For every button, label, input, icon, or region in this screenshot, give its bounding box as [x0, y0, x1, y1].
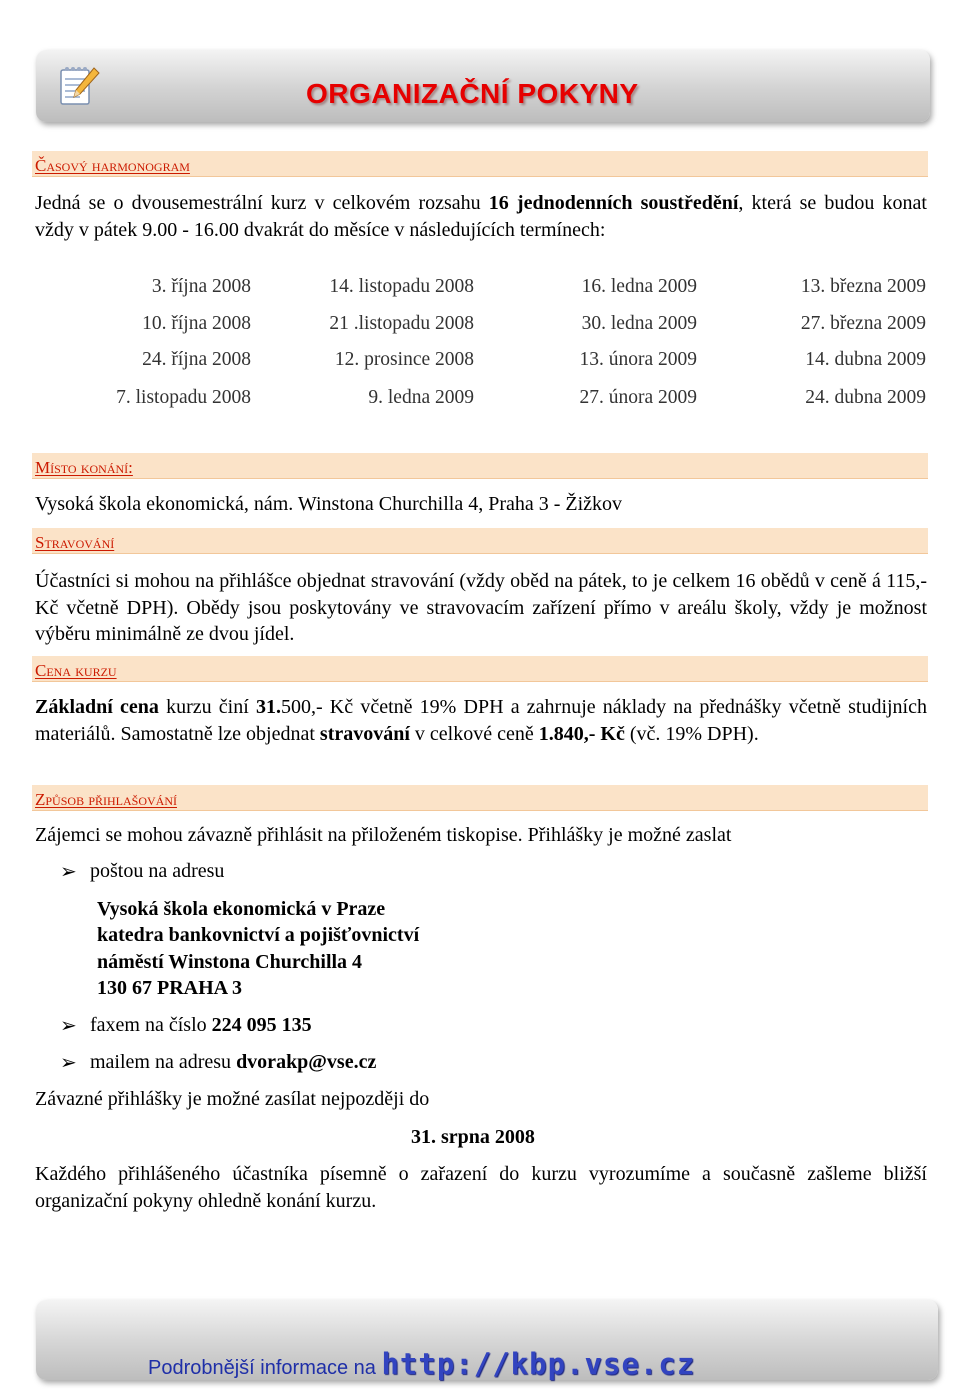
address-line: 130 67 PRAHA 3 [97, 977, 242, 999]
venue-text: Vysoká škola ekonomická, nám. Winstona Churchilla 4, Praha 3 - Žižkov [35, 493, 623, 515]
schedule-date: 27. února 2009 [579, 387, 697, 408]
section-title: Cena kurzu [35, 661, 117, 680]
section-header-cena [32, 656, 928, 682]
section-header-stravovani [32, 528, 928, 554]
email-link[interactable]: dvorakp@vse.cz [236, 1051, 377, 1073]
bullet-arrow-icon: ➢ [60, 1050, 77, 1074]
schedule-date: 3. října 2008 [151, 276, 251, 297]
schedule-date: 30. ledna 2009 [581, 313, 697, 334]
schedule-date: 21 .listopadu 2008 [329, 313, 474, 334]
address-line: Vysoká škola ekonomická v Praze [97, 898, 386, 920]
schedule-date: 14. dubna 2009 [805, 349, 926, 370]
registration-intro: Zájemci se mohou závazně přihlásit na přiloženém tiskopise. Přihlášky je možné zaslat [35, 824, 732, 846]
bullet-mail: mailem na adresu dvorakp@vse.cz [90, 1051, 377, 1073]
footer-text: Podrobnější informace na http://kbp.vse.cz [148, 1347, 696, 1381]
bullet-arrow-icon: ➢ [60, 859, 77, 883]
section-title: Časový harmonogram [35, 156, 190, 175]
schedule-date: 7. listopadu 2008 [116, 387, 251, 408]
fax-number: 224 095 135 [211, 1014, 312, 1036]
schedule-date: 10. října 2008 [142, 313, 251, 334]
schedule-date: 24. října 2008 [142, 349, 251, 370]
schedule-date: 24. dubna 2009 [805, 387, 926, 408]
bullet-arrow-icon: ➢ [60, 1013, 77, 1037]
section-header-misto [32, 453, 928, 479]
schedule-date: 16. ledna 2009 [581, 276, 697, 297]
section-header-prihlasovani [32, 785, 928, 811]
price-text: Základní cena kurzu činí 31.500,- Kč včetně 19% DPH a zahrnuje náklady na přednášky včetně studijních materiálů. Samostatně lze objednat stravování v celkové ceně 1.840,- Kč (vč. 19% DPH). [35, 696, 927, 745]
page-title: ORGANIZAČNÍ POKYNY [306, 78, 639, 109]
section-header-harmonogram [32, 151, 928, 177]
harmonogram-intro: Jedná se o dvousemestrální kurz v celkovém rozsahu 16 jednodenních soustředění, která se budou konat vždy v pátek 9.00 - 16.00 dvakrát do měsíce v následujících termínech: [35, 192, 927, 241]
bullet-fax: faxem na číslo 224 095 135 [90, 1014, 312, 1036]
header-banner [36, 50, 930, 122]
schedule-date: 12. prosince 2008 [334, 349, 474, 370]
section-title: Způsob přihlašování [35, 790, 177, 809]
notepad-pencil-icon [58, 64, 100, 108]
schedule-date: 13. února 2009 [579, 349, 697, 370]
bullet-post: poštou na adresu [90, 860, 225, 882]
footer-banner [36, 1300, 938, 1380]
schedule-date: 27. března 2009 [800, 313, 926, 334]
deadline-intro: Závazné přihlášky je možné zasílat nejpozději do [35, 1088, 430, 1110]
address-line: katedra bankovnictví a pojišťovnictví [97, 924, 420, 946]
schedule-date: 13. března 2009 [800, 276, 926, 297]
schedule-date: 14. listopadu 2008 [329, 276, 474, 297]
address-line: náměstí Winstona Churchilla 4 [97, 951, 363, 973]
deadline-date: 31. srpna 2008 [411, 1126, 535, 1148]
schedule-date: 9. ledna 2009 [368, 387, 474, 408]
section-title: Místo konání: [35, 458, 133, 477]
closing-text: Každého přihlášeného účastníka písemně o zařazení do kurzu vyrozumíme a současně zašleme bližší organizační pokyny ohledně konání kurzu. [35, 1163, 927, 1212]
section-title: Stravování [35, 533, 115, 552]
meals-text: Účastníci si mohou na přihlášce objednat stravování (vždy oběd na pátek, to je celkem 16 obědů v ceně á 115,- Kč včetně DPH). Obědy jsou poskytovány ve stravovacím zařízení přímo v areálu školy, vždy je možnost výběru minimálně ze dvou jídel. [35, 570, 927, 645]
website-link[interactable]: http://kbp.vse.cz [381, 1347, 696, 1381]
